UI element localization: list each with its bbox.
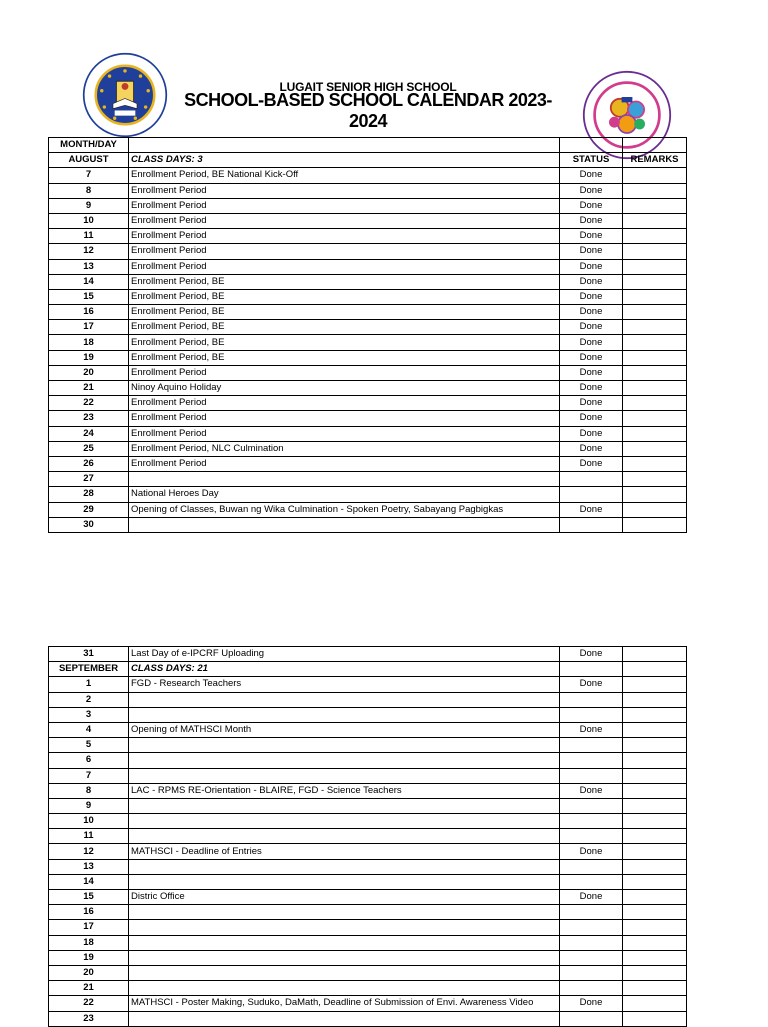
table-row xyxy=(49,647,687,662)
activity-cell: Enrollment Period xyxy=(129,456,560,471)
table-row xyxy=(49,168,687,183)
remarks-cell xyxy=(623,844,687,859)
remarks-cell xyxy=(623,198,687,213)
remarks-cell xyxy=(623,859,687,874)
activity-cell xyxy=(129,874,560,889)
remarks-cell xyxy=(623,487,687,502)
table-row xyxy=(49,722,687,737)
remarks-cell xyxy=(623,662,687,677)
day-cell: 21 xyxy=(49,381,129,396)
table-row xyxy=(49,274,687,289)
remarks-cell xyxy=(623,259,687,274)
remarks-cell xyxy=(623,350,687,365)
day-cell: 19 xyxy=(49,350,129,365)
table-row xyxy=(49,335,687,350)
activity-cell xyxy=(129,753,560,768)
activity-cell: Enrollment Period xyxy=(129,198,560,213)
status-cell xyxy=(560,738,623,753)
day-cell: 11 xyxy=(49,829,129,844)
day-cell: 30 xyxy=(49,517,129,532)
day-cell: 11 xyxy=(49,229,129,244)
status-cell xyxy=(560,965,623,980)
remarks-cell xyxy=(623,965,687,980)
remarks-cell xyxy=(623,274,687,289)
table-row xyxy=(49,920,687,935)
remarks-cell xyxy=(623,502,687,517)
activity-cell: Enrollment Period xyxy=(129,411,560,426)
activity-cell: MATHSCI - Poster Making, Suduko, DaMath, Deadline of Submission of Envi. Awareness Video xyxy=(129,996,560,1011)
table-row xyxy=(49,905,687,920)
school-name: LUGAIT SENIOR HIGH SCHOOL xyxy=(279,80,457,94)
deped-seal-icon xyxy=(82,52,168,138)
table-row xyxy=(49,472,687,487)
status-cell xyxy=(560,859,623,874)
table-row xyxy=(49,396,687,411)
remarks-cell xyxy=(623,305,687,320)
activity-cell: Last Day of e-IPCRF Uploading xyxy=(129,647,560,662)
remarks-cell xyxy=(623,798,687,813)
status-cell xyxy=(560,829,623,844)
month-row xyxy=(49,662,687,677)
status-cell: Done xyxy=(560,183,623,198)
table-row xyxy=(49,738,687,753)
table-row xyxy=(49,814,687,829)
day-cell: 3 xyxy=(49,707,129,722)
status-header-blank xyxy=(560,138,623,153)
status-cell: Done xyxy=(560,844,623,859)
day-cell: 12 xyxy=(49,244,129,259)
table-row xyxy=(49,244,687,259)
remarks-cell xyxy=(623,411,687,426)
activity-cell: Opening of Classes, Buwan ng Wika Culmination - Spoken Poetry, Sabayang Pagbigkas xyxy=(129,502,560,517)
activity-cell xyxy=(129,517,560,532)
activity-cell: Enrollment Period, BE xyxy=(129,320,560,335)
remarks-cell xyxy=(623,753,687,768)
table-row xyxy=(49,350,687,365)
status-cell: Done xyxy=(560,213,623,228)
status-cell: Done xyxy=(560,168,623,183)
table-row xyxy=(49,890,687,905)
day-cell: 8 xyxy=(49,783,129,798)
remarks-cell xyxy=(623,426,687,441)
day-cell: 4 xyxy=(49,722,129,737)
table-row xyxy=(49,305,687,320)
day-cell: 1 xyxy=(49,677,129,692)
activity-cell: MATHSCI - Deadline of Entries xyxy=(129,844,560,859)
status-cell xyxy=(560,753,623,768)
activity-cell: Enrollment Period xyxy=(129,396,560,411)
remarks-cell xyxy=(623,441,687,456)
activity-cell: FGD - Research Teachers xyxy=(129,677,560,692)
column-header-row xyxy=(49,138,687,153)
status-cell xyxy=(560,950,623,965)
status-cell: Done xyxy=(560,229,623,244)
status-cell xyxy=(560,935,623,950)
remarks-cell xyxy=(623,692,687,707)
activity-cell xyxy=(129,950,560,965)
activity-cell: Distric Office xyxy=(129,890,560,905)
status-cell: Done xyxy=(560,890,623,905)
remarks-cell xyxy=(623,783,687,798)
remarks-cell xyxy=(623,647,687,662)
status-cell xyxy=(560,798,623,813)
status-cell: Done xyxy=(560,244,623,259)
day-cell: 2 xyxy=(49,692,129,707)
status-cell xyxy=(560,814,623,829)
activity-cell xyxy=(129,738,560,753)
table-row xyxy=(49,487,687,502)
activity-cell xyxy=(129,707,560,722)
status-cell: Done xyxy=(560,426,623,441)
table-row xyxy=(49,441,687,456)
table-row xyxy=(49,213,687,228)
remarks-cell xyxy=(623,935,687,950)
status-cell: Done xyxy=(560,783,623,798)
table-row xyxy=(49,502,687,517)
remarks-cell xyxy=(623,396,687,411)
day-cell: 16 xyxy=(49,905,129,920)
status-cell: Done xyxy=(560,274,623,289)
month-label: AUGUST xyxy=(49,153,129,168)
day-cell: 19 xyxy=(49,950,129,965)
remarks-cell xyxy=(623,890,687,905)
activity-cell: Enrollment Period, BE xyxy=(129,335,560,350)
day-cell: 6 xyxy=(49,753,129,768)
status-cell xyxy=(560,487,623,502)
activity-cell xyxy=(129,920,560,935)
status-cell: Done xyxy=(560,411,623,426)
remarks-cell xyxy=(623,381,687,396)
activity-cell xyxy=(129,472,560,487)
day-cell: 17 xyxy=(49,320,129,335)
table-row xyxy=(49,289,687,304)
activity-cell xyxy=(129,965,560,980)
status-cell: Done xyxy=(560,456,623,471)
month-day-header: MONTH/DAY xyxy=(49,138,129,153)
day-cell: 16 xyxy=(49,305,129,320)
table-row xyxy=(49,768,687,783)
activity-cell: Enrollment Period, NLC Culmination xyxy=(129,441,560,456)
activity-cell: Enrollment Period xyxy=(129,213,560,228)
activity-cell: Enrollment Period, BE xyxy=(129,305,560,320)
remarks-header-blank xyxy=(623,138,687,153)
activity-cell: National Heroes Day xyxy=(129,487,560,502)
day-cell: 15 xyxy=(49,890,129,905)
table-row xyxy=(49,981,687,996)
activity-cell: Opening of MATHSCI Month xyxy=(129,722,560,737)
table-row xyxy=(49,950,687,965)
table-row xyxy=(49,829,687,844)
day-cell: 22 xyxy=(49,996,129,1011)
status-header: STATUS xyxy=(560,153,623,168)
table-row xyxy=(49,707,687,722)
day-cell: 8 xyxy=(49,183,129,198)
status-cell: Done xyxy=(560,320,623,335)
day-cell: 20 xyxy=(49,365,129,380)
status-cell: Done xyxy=(560,198,623,213)
day-cell: 5 xyxy=(49,738,129,753)
remarks-cell xyxy=(623,229,687,244)
remarks-cell xyxy=(623,365,687,380)
document-header xyxy=(48,52,688,138)
table-row xyxy=(49,844,687,859)
table-row xyxy=(49,965,687,980)
remarks-cell xyxy=(623,768,687,783)
table-row xyxy=(49,411,687,426)
day-cell: 24 xyxy=(49,426,129,441)
status-cell: Done xyxy=(560,365,623,380)
day-cell: 9 xyxy=(49,198,129,213)
day-cell: 23 xyxy=(49,411,129,426)
remarks-cell xyxy=(623,981,687,996)
remarks-cell xyxy=(623,814,687,829)
remarks-cell xyxy=(623,722,687,737)
table-row xyxy=(49,456,687,471)
status-cell xyxy=(560,874,623,889)
status-cell xyxy=(560,920,623,935)
remarks-cell xyxy=(623,829,687,844)
status-cell: Done xyxy=(560,259,623,274)
activity-cell xyxy=(129,859,560,874)
table-row xyxy=(49,259,687,274)
activity-cell: Enrollment Period, BE xyxy=(129,350,560,365)
remarks-cell xyxy=(623,905,687,920)
remarks-cell xyxy=(623,677,687,692)
table-row xyxy=(49,229,687,244)
table-row xyxy=(49,198,687,213)
remarks-cell xyxy=(623,320,687,335)
activity-header xyxy=(129,138,560,153)
day-cell: 10 xyxy=(49,814,129,829)
day-cell: 28 xyxy=(49,487,129,502)
status-cell: Done xyxy=(560,396,623,411)
activity-cell: Enrollment Period xyxy=(129,244,560,259)
status-cell xyxy=(560,517,623,532)
table-row xyxy=(49,426,687,441)
day-cell: 7 xyxy=(49,768,129,783)
table-row xyxy=(49,381,687,396)
month-label: SEPTEMBER xyxy=(49,662,129,677)
day-cell: 15 xyxy=(49,289,129,304)
remarks-cell xyxy=(623,874,687,889)
day-cell: 14 xyxy=(49,274,129,289)
status-cell: Done xyxy=(560,381,623,396)
activity-cell: Enrollment Period, BE National Kick-Off xyxy=(129,168,560,183)
activity-cell: Enrollment Period xyxy=(129,426,560,441)
day-cell: 17 xyxy=(49,920,129,935)
table-row xyxy=(49,798,687,813)
activity-cell: Enrollment Period, BE xyxy=(129,289,560,304)
calendar-title: SCHOOL-BASED SCHOOL CALENDAR 2023-2024 xyxy=(184,90,552,131)
table-row xyxy=(49,677,687,692)
table-row xyxy=(49,783,687,798)
day-cell: 29 xyxy=(49,502,129,517)
activity-cell: Ninoy Aquino Holiday xyxy=(129,381,560,396)
day-cell: 7 xyxy=(49,168,129,183)
august-calendar-table xyxy=(48,137,687,533)
status-cell: Done xyxy=(560,350,623,365)
table-row xyxy=(49,753,687,768)
class-days-label: CLASS DAYS: 3 xyxy=(129,153,560,168)
activity-cell xyxy=(129,814,560,829)
table-row xyxy=(49,874,687,889)
day-cell: 18 xyxy=(49,335,129,350)
day-cell: 14 xyxy=(49,874,129,889)
day-cell: 13 xyxy=(49,859,129,874)
status-cell xyxy=(560,905,623,920)
remarks-cell xyxy=(623,517,687,532)
status-cell: Done xyxy=(560,441,623,456)
remarks-cell xyxy=(623,472,687,487)
status-cell xyxy=(560,768,623,783)
activity-cell xyxy=(129,692,560,707)
activity-cell xyxy=(129,935,560,950)
day-cell: 20 xyxy=(49,965,129,980)
day-cell: 31 xyxy=(49,647,129,662)
activity-cell: LAC - RPMS RE-Orientation - BLAIRE, FGD - Science Teachers xyxy=(129,783,560,798)
table-row xyxy=(49,365,687,380)
remarks-cell xyxy=(623,950,687,965)
activity-cell: Enrollment Period xyxy=(129,259,560,274)
remarks-cell xyxy=(623,707,687,722)
table-row xyxy=(49,935,687,950)
table-row xyxy=(49,859,687,874)
day-cell: 12 xyxy=(49,844,129,859)
remarks-cell xyxy=(623,183,687,198)
day-cell: 23 xyxy=(49,1011,129,1026)
status-cell: Done xyxy=(560,677,623,692)
day-cell: 18 xyxy=(49,935,129,950)
status-cell xyxy=(560,707,623,722)
remarks-cell xyxy=(623,920,687,935)
day-cell: 27 xyxy=(49,472,129,487)
activity-cell xyxy=(129,981,560,996)
table-row xyxy=(49,183,687,198)
status-cell xyxy=(560,692,623,707)
status-cell xyxy=(560,981,623,996)
remarks-cell xyxy=(623,244,687,259)
table-row xyxy=(49,517,687,532)
activity-cell xyxy=(129,798,560,813)
remarks-cell xyxy=(623,168,687,183)
status-cell: Done xyxy=(560,289,623,304)
day-cell: 22 xyxy=(49,396,129,411)
status-cell xyxy=(560,472,623,487)
status-cell: Done xyxy=(560,722,623,737)
status-cell: Done xyxy=(560,335,623,350)
activity-cell: Enrollment Period xyxy=(129,229,560,244)
table-row xyxy=(49,692,687,707)
day-cell: 13 xyxy=(49,259,129,274)
table-row xyxy=(49,996,687,1011)
day-cell: 21 xyxy=(49,981,129,996)
activity-cell: Enrollment Period xyxy=(129,183,560,198)
activity-cell xyxy=(129,905,560,920)
status-cell: Done xyxy=(560,502,623,517)
remarks-cell xyxy=(623,213,687,228)
activity-cell xyxy=(129,829,560,844)
remarks-cell xyxy=(623,335,687,350)
activity-cell: Enrollment Period xyxy=(129,365,560,380)
month-row xyxy=(49,153,687,168)
activity-cell: Enrollment Period, BE xyxy=(129,274,560,289)
day-cell: 10 xyxy=(49,213,129,228)
status-cell: Done xyxy=(560,647,623,662)
activity-cell xyxy=(129,768,560,783)
status-cell: Done xyxy=(560,996,623,1011)
remarks-cell xyxy=(623,456,687,471)
day-cell: 26 xyxy=(49,456,129,471)
status-cell xyxy=(560,662,623,677)
remarks-cell xyxy=(623,738,687,753)
class-days-label: CLASS DAYS: 21 xyxy=(129,662,560,677)
remarks-cell xyxy=(623,996,687,1011)
status-cell: Done xyxy=(560,305,623,320)
remarks-header: REMARKS xyxy=(623,153,687,168)
remarks-cell xyxy=(623,289,687,304)
day-cell: 9 xyxy=(49,798,129,813)
day-cell: 25 xyxy=(49,441,129,456)
september-calendar-table xyxy=(48,646,687,1027)
table-row xyxy=(49,320,687,335)
